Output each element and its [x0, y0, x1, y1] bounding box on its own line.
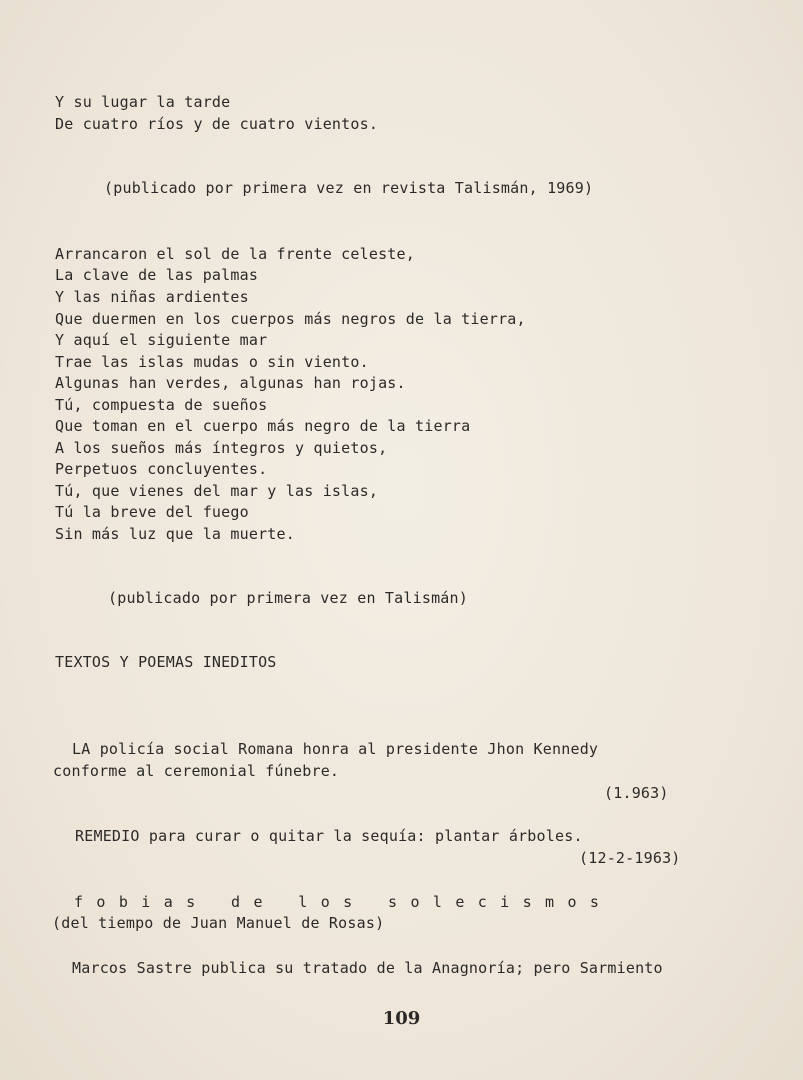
poem-1-line: De cuatro ríos y de cuatro vientos.	[55, 115, 379, 133]
poem-1-line: Y su lugar la tarde	[55, 93, 231, 111]
entry-2-date: (12-2-1963)	[579, 849, 681, 867]
poem-2-line: Tú, que vienes del mar y las islas,	[55, 482, 379, 500]
entry-2-text: REMEDIO para curar o quitar la sequía: plantar árboles.	[75, 827, 583, 845]
poem-2-line: Trae las islas mudas o sin viento.	[55, 353, 369, 371]
poem-2-line: Que duermen en los cuerpos más negros de la tierra,	[55, 310, 526, 328]
poem-2-line: Que toman en el cuerpo más negro de la tierra	[55, 417, 471, 435]
entry-3-subtitle: (del tiempo de Juan Manuel de Rosas)	[52, 914, 385, 932]
poem-1-publication-note: (publicado por primera vez en revista Talismán, 1969)	[104, 179, 594, 197]
entry-1-date: (1.963)	[604, 784, 669, 802]
poem-2-line: Sin más luz que la muerte.	[55, 525, 295, 543]
poem-2-line: Tú, compuesta de sueños	[55, 396, 268, 414]
entry-1-line: conforme al ceremonial fúnebre.	[53, 762, 340, 780]
poem-2-line: A los sueños más íntegros y quietos,	[55, 439, 388, 457]
poem-2-line: Algunas han verdes, algunas han rojas.	[55, 374, 406, 392]
poem-2-line: Y las niñas ardientes	[55, 288, 249, 306]
entry-4-text: Marcos Sastre publica su tratado de la Anagnoría; pero Sarmiento	[72, 959, 663, 977]
poem-2-line: Y aquí el siguiente mar	[55, 331, 268, 349]
poem-2-line: La clave de las palmas	[55, 266, 259, 284]
poem-2-line: Arrancaron el sol de la frente celeste,	[55, 245, 415, 263]
poem-2-line: Tú la breve del fuego	[55, 503, 249, 521]
entry-1-line: LA policía social Romana honra al presidente Jhon Kennedy	[72, 740, 599, 758]
poem-2-line: Perpetuos concluyentes.	[55, 460, 268, 478]
section-heading: TEXTOS Y POEMAS INEDITOS	[55, 653, 277, 671]
poem-2-publication-note: (publicado por primera vez en Talismán)	[108, 589, 468, 607]
entry-3-title: fobias de los solecismos	[74, 893, 613, 911]
page-number: 109	[382, 1008, 421, 1029]
